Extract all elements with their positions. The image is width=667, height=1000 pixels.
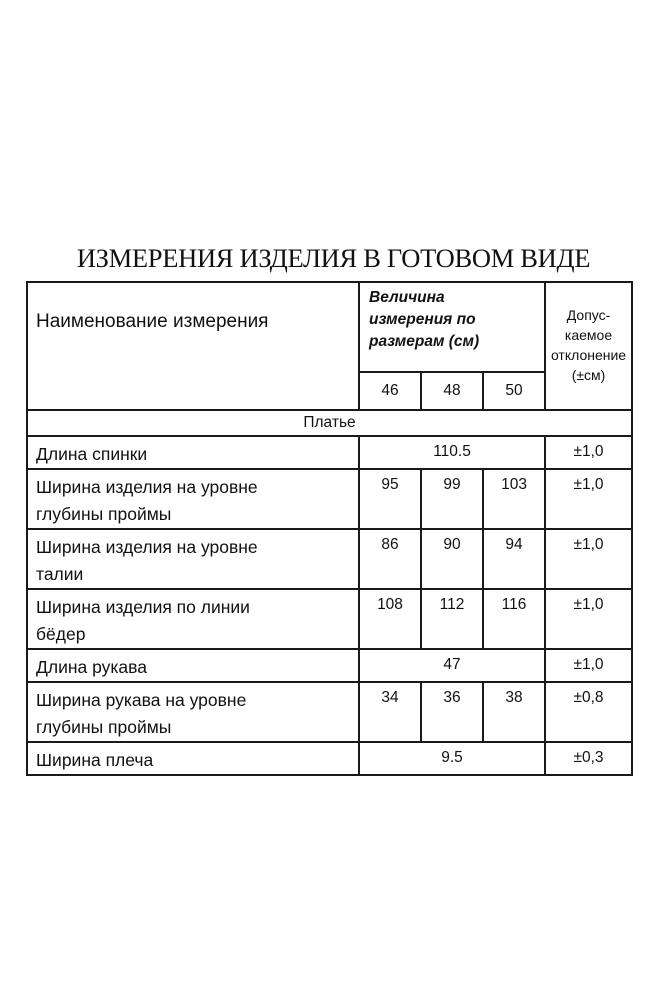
row-tolerance: ±1,0 xyxy=(545,649,632,682)
row-name-line1: Длина рукава xyxy=(36,657,147,677)
table-row xyxy=(27,682,632,742)
table-row xyxy=(27,742,632,775)
section-title: Платье xyxy=(27,410,632,436)
row-tolerance: ±1,0 xyxy=(545,589,632,649)
row-name-line2: бёдер xyxy=(36,624,86,644)
row-name-line2: глубины проймы xyxy=(36,717,172,737)
table-row xyxy=(27,589,632,649)
row-value-48: 112 xyxy=(421,589,483,649)
row-name-line1: Ширина плеча xyxy=(36,750,154,770)
header-tolerance-line3: отклонение xyxy=(550,347,627,363)
row-name-line1: Ширина изделия на уровне xyxy=(36,477,258,497)
row-name-line2: талии xyxy=(36,564,84,584)
size-48: 48 xyxy=(421,372,483,410)
row-value-48: 36 xyxy=(421,682,483,742)
header-tolerance-line1: Допус- xyxy=(566,307,611,323)
row-tolerance: ±0,3 xyxy=(545,742,632,775)
measurements-table xyxy=(26,281,633,776)
table-row xyxy=(27,649,632,682)
header-name-cell xyxy=(27,282,359,410)
header-size-line3: размерам (см) xyxy=(369,333,480,350)
row-tolerance: ±0,8 xyxy=(545,682,632,742)
header-tolerance-line4: (±см) xyxy=(571,367,606,383)
table-row xyxy=(27,436,632,469)
row-value-48: 90 xyxy=(421,529,483,589)
table-row xyxy=(27,469,632,529)
header-name: Наименование измерения xyxy=(36,311,269,332)
row-value-46: 34 xyxy=(359,682,421,742)
row-value: 9.5 xyxy=(359,742,545,775)
header-size-line2: измерения по xyxy=(369,311,476,328)
row-value: 47 xyxy=(359,649,545,682)
row-name xyxy=(27,742,359,775)
row-value-48: 99 xyxy=(421,469,483,529)
row-name xyxy=(27,589,359,649)
row-tolerance: ±1,0 xyxy=(545,469,632,529)
page-title: ИЗМЕРЕНИЯ ИЗДЕЛИЯ В ГОТОВОМ ВИДЕ xyxy=(76,243,591,273)
row-name xyxy=(27,529,359,589)
table-row xyxy=(27,529,632,589)
row-name xyxy=(27,469,359,529)
size-50: 50 xyxy=(483,372,545,410)
row-value: 110.5 xyxy=(359,436,545,469)
size-46: 46 xyxy=(359,372,421,410)
row-tolerance: ±1,0 xyxy=(545,436,632,469)
row-name-line1: Длина спинки xyxy=(36,444,148,464)
header-size-line1: Величина xyxy=(369,289,445,306)
row-value-46: 108 xyxy=(359,589,421,649)
row-name-line1: Ширина изделия по линии xyxy=(36,597,250,617)
row-name-line2: глубины проймы xyxy=(36,504,172,524)
row-name xyxy=(27,436,359,469)
row-value-50: 38 xyxy=(483,682,545,742)
row-name xyxy=(27,682,359,742)
row-name xyxy=(27,649,359,682)
row-name-line1: Ширина изделия на уровне xyxy=(36,537,258,557)
row-value-50: 103 xyxy=(483,469,545,529)
row-value-50: 116 xyxy=(483,589,545,649)
row-value-46: 95 xyxy=(359,469,421,529)
header-tolerance-line2: каемое xyxy=(564,327,613,343)
header-size-group xyxy=(359,282,545,372)
row-tolerance: ±1,0 xyxy=(545,529,632,589)
row-name-line1: Ширина рукава на уровне xyxy=(36,690,247,710)
row-value-46: 86 xyxy=(359,529,421,589)
row-value-50: 94 xyxy=(483,529,545,589)
header-tolerance xyxy=(545,282,632,410)
